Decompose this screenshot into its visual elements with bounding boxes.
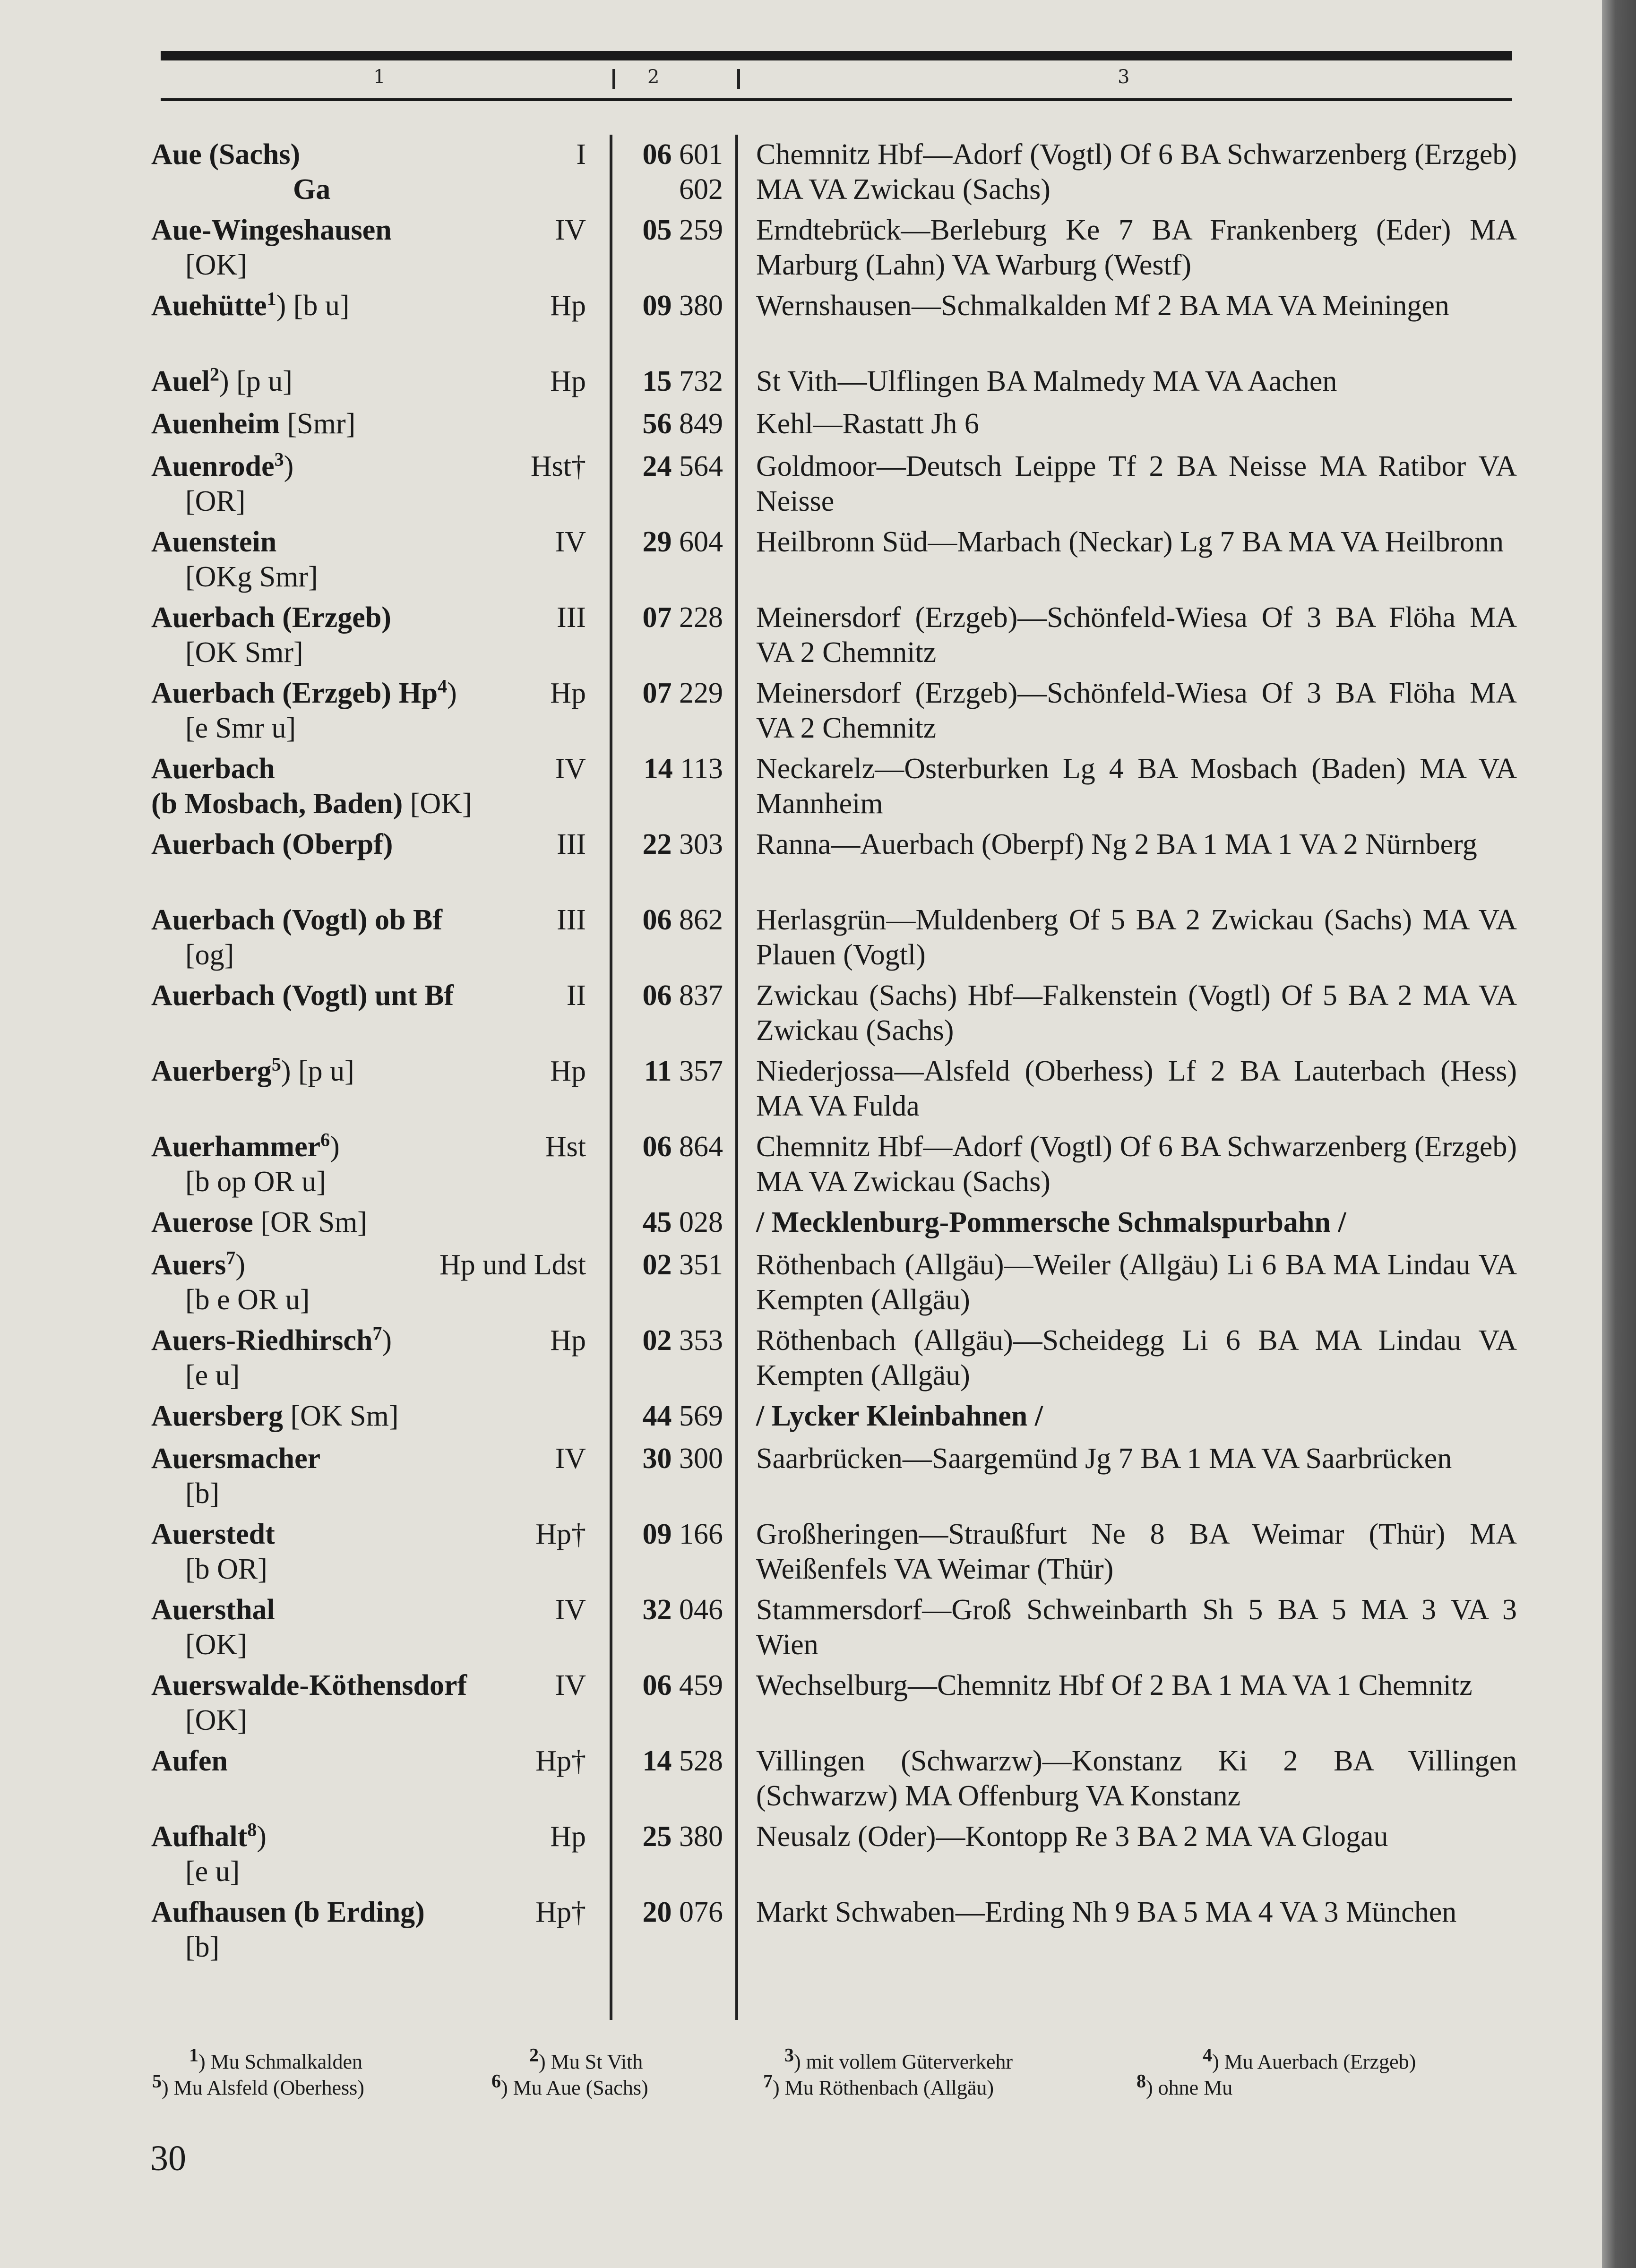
station-class: Hp und Ldst [439, 1249, 586, 1281]
number-prefix: 11 [644, 1055, 672, 1087]
footnote-mark: 2 [210, 363, 219, 385]
station-cell [151, 213, 586, 283]
station-number [626, 676, 723, 711]
number-suffix: 046 [679, 1594, 723, 1626]
station-cell: Auel$^2$) [p u] [151, 363, 293, 397]
number-suffix: 732 [679, 365, 723, 397]
station-attributes: [b u] [293, 290, 350, 322]
number-suffix: 076 [679, 1896, 723, 1928]
station-cell: Auerhammer$^6$) [b op OR u] [151, 1129, 586, 1199]
number-prefix: 30 [642, 1443, 672, 1475]
number-suffix: 459 [679, 1669, 723, 1701]
station-cell [151, 137, 586, 207]
route-description: Saarbrücken—Saargemünd Jg 7 BA 1 MA VA Saarbrücken [756, 1443, 1452, 1475]
route-description: Heilbronn Süd—Marbach (Neckar) Lg 7 BA MA VA Heilbronn [756, 526, 1504, 558]
station-cell [151, 1744, 586, 1778]
column-3-heading: 3 [1118, 66, 1130, 88]
station-attributes: [b e OR u] [185, 1284, 310, 1316]
station-number [626, 288, 723, 323]
route-description: Niederjossa—Alsfeld (Oberhess) Lf 2 BA Lauterbach (Hess) MA VA Fulda [756, 1055, 1517, 1122]
number-suffix: 862 [679, 904, 723, 936]
station-number [626, 364, 723, 399]
footnote-1: 1) Mu Schmalkalden [189, 2044, 363, 2073]
station-cell [151, 1668, 586, 1738]
station-number [626, 406, 723, 441]
route-description: Meinersdorf (Erzgeb)—Schönfeld-Wiesa Of 3 BA Flöha MA VA 2 Chemnitz [756, 601, 1517, 669]
station-name: Auers-Riedhirsch [151, 1324, 373, 1357]
station-name: Auersmacher [151, 1443, 321, 1475]
station-attributes: [p u] [236, 365, 293, 397]
number-suffix: 113 [680, 753, 723, 785]
station-cell [151, 1205, 586, 1240]
number-prefix: 09 [642, 1518, 672, 1550]
number-suffix: 259 [679, 214, 723, 246]
station-attributes: [OR Sm] [260, 1206, 367, 1238]
station-cell [151, 1441, 586, 1511]
station-class: IV [555, 214, 586, 246]
number-prefix: 32 [642, 1594, 672, 1626]
number-prefix: 44 [642, 1400, 672, 1432]
station-attributes: [e u] [185, 1359, 240, 1392]
station-attributes: [OK Sm] [290, 1400, 399, 1432]
number-suffix: 357 [679, 1055, 723, 1087]
station-cell: Auenrode$^3$) [OR] [151, 449, 586, 519]
footnote-mark: 3 [274, 448, 284, 470]
route-description: / Mecklenburg-Pommersche Schmalspurbahn / [756, 1206, 1346, 1238]
footnote-mark: 8 [247, 1819, 257, 1840]
station-name: Auerhammer [151, 1131, 321, 1163]
station-class: II [566, 979, 586, 1012]
route-description: Zwickau (Sachs) Hbf—Falkenstein (Vogtl) Of 5 BA 2 MA VA Zwickau (Sachs) [756, 979, 1517, 1047]
station-number [626, 1517, 723, 1552]
station-cell [151, 978, 586, 1013]
station-attributes: [b OR] [185, 1553, 267, 1585]
number-prefix: 29 [642, 526, 672, 558]
footnote-mark: 6 [320, 1129, 330, 1151]
header-bottom-rule [161, 98, 1512, 101]
footnote-6: 6) Mu Aue (Sachs) [491, 2070, 648, 2099]
station-name: Auehütte [151, 290, 267, 322]
station-number [626, 1205, 723, 1240]
station-attributes: [OK Smr] [185, 636, 303, 669]
page-edge-shadow [1602, 0, 1636, 2268]
column-rule-left [610, 135, 612, 2020]
station-name: Auel [151, 365, 210, 397]
route-description: / Lycker Kleinbahnen / [756, 1400, 1043, 1432]
number-prefix: 05 [642, 214, 672, 246]
footnote-2: 2) Mu St Vith [529, 2044, 643, 2073]
station-cell [151, 1592, 586, 1662]
number-prefix: 14 [643, 753, 673, 785]
number-suffix: 837 [679, 979, 723, 1012]
station-number [626, 137, 723, 207]
route-description: Erndtebrück—Berleburg Ke 7 BA Frankenberg (Eder) MA Marburg (Lahn) VA Warburg (Westf) [756, 214, 1517, 281]
station-name: Auersberg [151, 1400, 283, 1432]
number-prefix: 45 [642, 1206, 672, 1238]
station-attributes: [OK] [185, 1629, 247, 1661]
station-number [626, 1819, 723, 1854]
footnote-5: 5) Mu Alsfeld (Oberhess) [152, 2070, 364, 2099]
route-description: Röthenbach (Allgäu)—Weiler (Allgäu) Li 6 BA MA Lindau VA Kempten (Allgäu) [756, 1249, 1517, 1316]
number-prefix: 09 [642, 290, 672, 322]
station-attributes: [p u] [298, 1055, 354, 1087]
station-class: III [557, 601, 586, 634]
station-cell [151, 751, 586, 821]
column-2-heading: 2 [647, 66, 660, 88]
station-class: III [557, 828, 586, 860]
station-name: Auerbach (Oberpf) [151, 828, 393, 860]
number-prefix: 15 [642, 365, 672, 397]
route-description: Chemnitz Hbf—Adorf (Vogtl) Of 6 BA Schwarzenberg (Erzgeb) MA VA Zwickau (Sachs) [756, 138, 1517, 206]
footnote-3: 3) mit vollem Güterverkehr [784, 2044, 1013, 2073]
station-class: Hp [550, 677, 586, 709]
station-attributes: [OKg Smr] [185, 561, 318, 593]
station-name: Auenheim [151, 408, 280, 440]
station-cell: Auehütte$^1$) [b u] [151, 288, 350, 322]
page-number: 30 [150, 2139, 186, 2178]
station-class: III [557, 904, 586, 936]
footnote-mark: 7 [372, 1323, 382, 1344]
route-description: Herlasgrün—Muldenberg Of 5 BA 2 Zwickau (Sachs) MA VA Plauen (Vogtl) [756, 904, 1517, 971]
station-class: IV [555, 1443, 586, 1475]
station-cell [151, 406, 586, 441]
station-name: Aufen [151, 1745, 228, 1777]
station-number [626, 902, 723, 937]
station-attributes: [b op OR u] [185, 1166, 326, 1198]
station-cell: Aufhalt$^8$) [e u] [151, 1819, 586, 1889]
number-prefix: 02 [642, 1324, 672, 1357]
route-description: Röthenbach (Allgäu)—Scheidegg Li 6 BA MA Lindau VA Kempten (Allgäu) [756, 1324, 1517, 1392]
number-suffix: 353 [679, 1324, 723, 1357]
station-name: Auerbach (Erzgeb) Hp [151, 677, 438, 709]
station-class: Hp [550, 365, 586, 397]
number-prefix: 06 [642, 138, 672, 171]
number-prefix: 02 [642, 1249, 672, 1281]
station-class: Hp† [535, 1518, 586, 1550]
station-attributes: [Smr] [287, 408, 356, 440]
number-suffix: 601 [679, 138, 723, 171]
number-suffix: 604 [679, 526, 723, 558]
station-cell [151, 1399, 586, 1434]
station-attributes: [e Smr u] [185, 712, 296, 744]
route-description: Goldmoor—Deutsch Leippe Tf 2 BA Neisse MA Ratibor VA Neisse [756, 450, 1517, 517]
number-suffix: 303 [679, 828, 723, 860]
number-suffix: 849 [679, 408, 723, 440]
station-name: Auersthal [151, 1594, 275, 1626]
number-suffix-second: 602 [679, 173, 723, 206]
station-attributes: [OK] [185, 249, 247, 281]
number-suffix: 300 [679, 1443, 723, 1475]
number-prefix: 06 [642, 904, 672, 936]
station-name: Auerbach (Vogtl) ob Bf [151, 904, 443, 936]
route-description: Ranna—Auerbach (Oberpf) Ng 2 BA 1 MA 1 VA 2 Nürnberg [756, 828, 1477, 860]
number-prefix: 25 [642, 1821, 672, 1853]
number-suffix: 228 [679, 601, 723, 634]
station-number [626, 1054, 723, 1089]
number-suffix: 380 [679, 290, 723, 322]
station-number [626, 524, 723, 559]
station-cell [151, 600, 586, 670]
number-prefix: 07 [642, 601, 672, 634]
footnote-mark: 7 [226, 1247, 236, 1269]
station-number [626, 600, 723, 635]
station-attributes: [b] [185, 1931, 220, 1963]
station-class: Hst [545, 1131, 586, 1163]
header-divider-right [737, 69, 740, 89]
station-attributes: [e u] [185, 1856, 240, 1888]
station-name: Auerbach (Vogtl) unt Bf [151, 979, 454, 1012]
number-suffix: 166 [679, 1518, 723, 1550]
station-attributes: [OR] [185, 485, 246, 517]
station-attributes: [OK] [185, 1704, 247, 1736]
station-cell [151, 1517, 586, 1587]
footnote-mark: 5 [271, 1053, 281, 1075]
number-prefix: 56 [642, 408, 672, 440]
station-name-continued: (b Mosbach, Baden) [151, 788, 403, 820]
footnote-8: 8) ohne Mu [1137, 2070, 1233, 2099]
station-number [626, 1592, 723, 1627]
station-number [626, 1744, 723, 1778]
station-number [626, 1323, 723, 1358]
route-description: Meinersdorf (Erzgeb)—Schönfeld-Wiesa Of 3 BA Flöha MA VA 2 Chemnitz [756, 677, 1517, 744]
header-top-rule [161, 51, 1512, 60]
station-number [626, 1441, 723, 1476]
station-number [626, 1129, 723, 1164]
number-suffix: 380 [679, 1821, 723, 1853]
number-prefix: 06 [642, 1131, 672, 1163]
station-name: Aufhalt [151, 1821, 248, 1853]
station-name: Auerbach (Erzgeb) [151, 601, 391, 634]
footnote-mark: 4 [438, 675, 448, 697]
station-class: I [576, 138, 586, 171]
number-prefix: 14 [642, 1745, 672, 1777]
station-name: Auerbach [151, 753, 275, 785]
station-name: Auenrode [151, 450, 275, 482]
station-name: Auers [151, 1249, 226, 1281]
station-attributes: [b] [185, 1478, 220, 1510]
station-class: IV [555, 753, 586, 785]
number-prefix: 20 [642, 1896, 672, 1928]
station-cell [151, 827, 586, 862]
number-suffix: 028 [679, 1206, 723, 1238]
column-1-heading: 1 [373, 66, 386, 88]
route-description: Villingen (Schwarzw)—Konstanz Ki 2 BA Villingen (Schwarzw) MA Offenburg VA Konstanz [756, 1745, 1517, 1812]
station-name: Auerose [151, 1206, 253, 1238]
station-class: Hst† [530, 450, 586, 482]
number-prefix: 24 [642, 450, 672, 482]
number-suffix: 564 [679, 450, 723, 482]
route-description: Kehl—Rastatt Jh 6 [756, 408, 979, 440]
station-number [626, 1668, 723, 1703]
route-description: Neusalz (Oder)—Kontopp Re 3 BA 2 MA VA Glogau [756, 1821, 1388, 1853]
station-class: Hp† [535, 1745, 586, 1777]
station-cell: Auers-Riedhirsch$^7$) [e u] [151, 1323, 586, 1393]
station-number [626, 827, 723, 862]
number-prefix: 06 [642, 979, 672, 1012]
number-prefix: 22 [642, 828, 672, 860]
station-class: IV [555, 1669, 586, 1701]
station-class: Hp [550, 290, 586, 322]
station-attributes: [OK] [410, 788, 472, 820]
station-class: Hp [550, 1324, 586, 1357]
column-rule-right [735, 135, 738, 2020]
number-prefix: 07 [642, 677, 672, 709]
number-prefix: 06 [642, 1669, 672, 1701]
station-cell [151, 1895, 586, 1965]
station-cell [151, 524, 586, 594]
station-number [626, 1247, 723, 1282]
station-number [626, 1895, 723, 1930]
station-name: Aue (Sachs) [151, 138, 301, 171]
station-number [626, 449, 723, 484]
station-class: IV [555, 526, 586, 558]
station-class: IV [555, 1594, 586, 1626]
station-class: Hp [550, 1821, 586, 1853]
station-number [626, 213, 723, 248]
route-description: Stammersdorf—Groß Schweinbarth Sh 5 BA 5 MA 3 VA 3 Wien [756, 1594, 1517, 1661]
footnote-7: 7) Mu Röthenbach (Allgäu) [763, 2070, 994, 2099]
station-number [626, 751, 723, 786]
station-class: Hp [550, 1055, 586, 1087]
number-suffix: 864 [679, 1131, 723, 1163]
number-suffix: 351 [679, 1249, 723, 1281]
station-number [626, 978, 723, 1013]
number-suffix: 569 [679, 1400, 723, 1432]
station-attributes: [og] [185, 939, 234, 971]
station-number [626, 1399, 723, 1434]
number-suffix: 528 [679, 1745, 723, 1777]
station-name: Auerberg [151, 1055, 272, 1087]
station-class: Hp† [535, 1896, 586, 1928]
station-name: Auerswalde-Köthensdorf [151, 1669, 467, 1701]
station-name: Aufhausen (b Erding) [151, 1896, 425, 1928]
route-description: St Vith—Ulflingen BA Malmedy MA VA Aachen [756, 365, 1337, 397]
header-divider-left [612, 69, 615, 89]
station-name: Auerstedt [151, 1518, 275, 1550]
station-cell: Auerbach (Erzgeb) Hp$^4$) [e Smr u] [151, 676, 586, 746]
station-name: Auenstein [151, 526, 277, 558]
station-cell: Auerberg$^5$) [p u] [151, 1053, 354, 1087]
station-name: Aue-Wingeshausen [151, 214, 392, 246]
station-name-continued: Ga [293, 173, 331, 206]
route-description: Markt Schwaben—Erding Nh 9 BA 5 MA 4 VA 3 München [756, 1896, 1457, 1928]
number-suffix: 229 [679, 677, 723, 709]
station-cell [151, 902, 586, 972]
station-cell: Auers$^7$) [b e OR u] [151, 1247, 586, 1317]
route-description: Großheringen—Straußfurt Ne 8 BA Weimar (Thür) MA Weißenfels VA Weimar (Thür) [756, 1518, 1517, 1585]
route-description: Wechselburg—Chemnitz Hbf Of 2 BA 1 MA VA 1 Chemnitz [756, 1669, 1472, 1701]
route-description: Wernshausen—Schmalkalden Mf 2 BA MA VA Meiningen [756, 290, 1449, 322]
route-description: Neckarelz—Osterburken Lg 4 BA Mosbach (Baden) MA VA Mannheim [756, 753, 1517, 820]
footnote-mark: 1 [267, 288, 276, 309]
footnote-4: 4) Mu Auerbach (Erzgeb) [1203, 2044, 1416, 2073]
route-description: Chemnitz Hbf—Adorf (Vogtl) Of 6 BA Schwarzenberg (Erzgeb) MA VA Zwickau (Sachs) [756, 1131, 1517, 1198]
